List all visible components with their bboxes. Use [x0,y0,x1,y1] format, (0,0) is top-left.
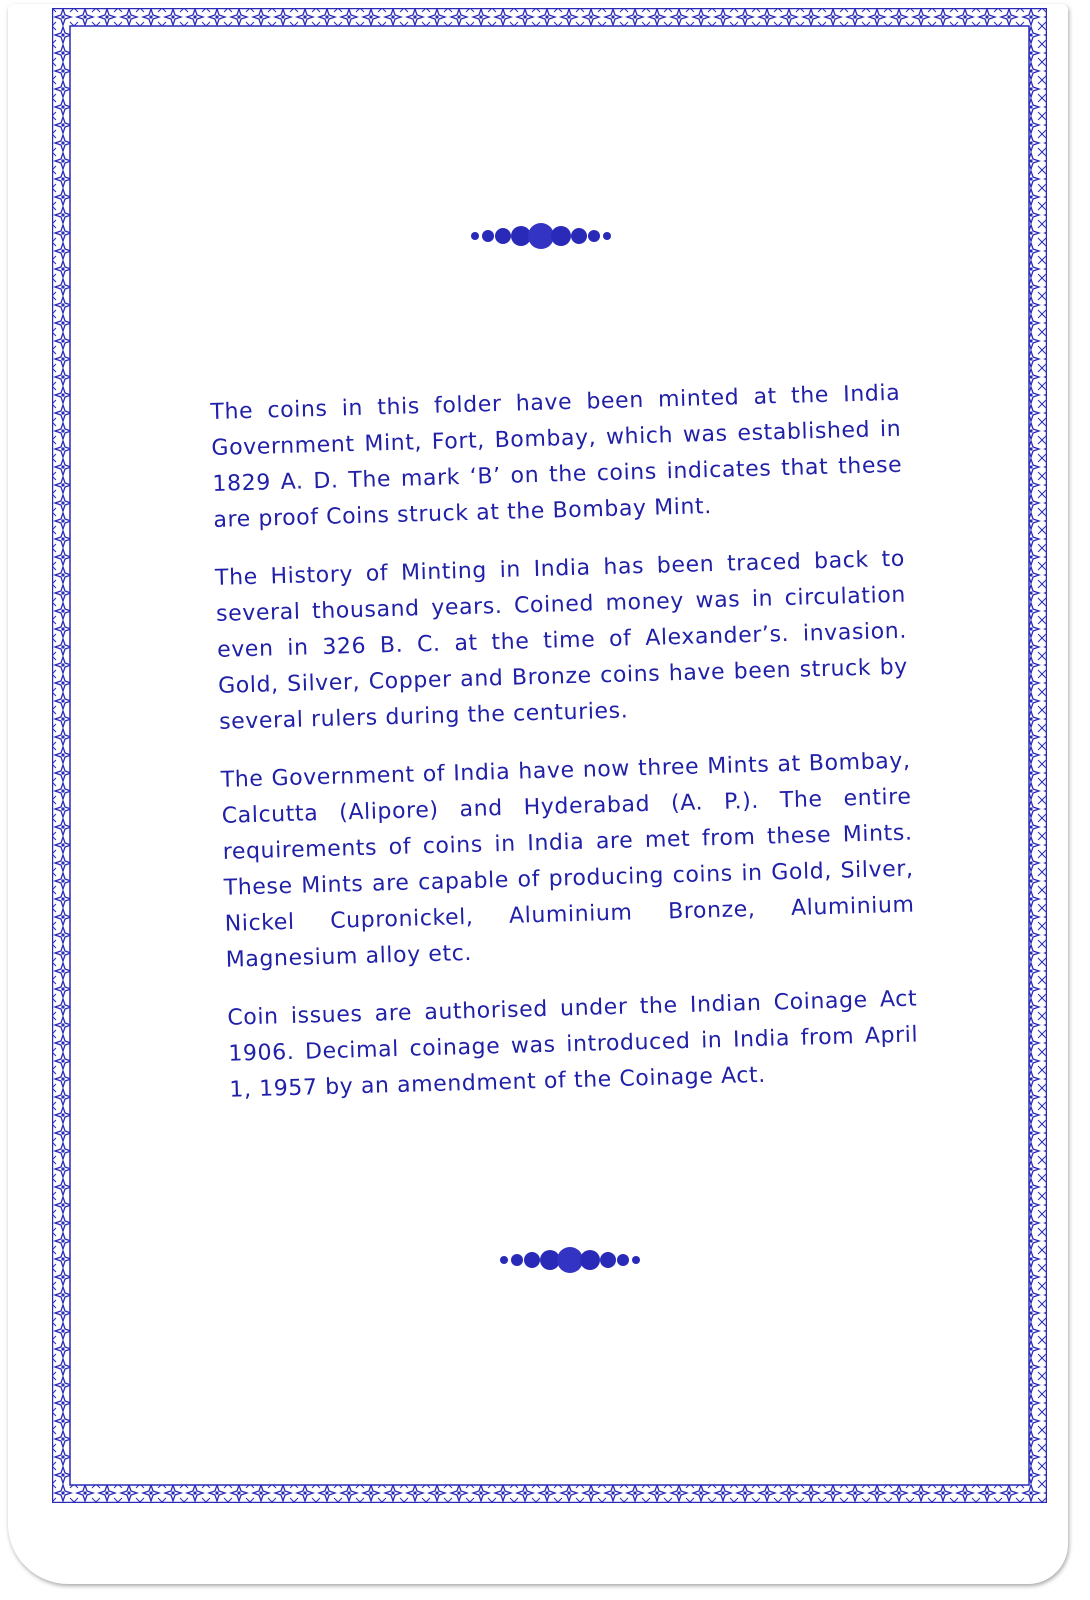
paragraph-minting-history: The History of Minting in India has been traced back to several thousand years. Coined money was in circulation even in 326 B. C. at the time of Alexander’s. invasion. Gold, Silver, Copper and Bronze coins have been struck by several rulers during the centuries. [214,546,909,735]
beaded-ornament-icon [497,1240,643,1280]
body-text [210,376,920,1131]
beaded-ornament-icon [468,216,614,256]
paragraph-government-mints: The Government of India have now three Mints at Bombay, Calcutta (Alipore) and Hyderabad (A. P.). The entire requirements of coins in India are met from these Mints. These Mints are capable of producing coins in Gold, Silver, Nickel Cupronickel, Aluminium Bronze, Aluminium Magnesium alloy etc. [220,748,915,973]
paragraph-coinage-act: Coin issues are authorised under the Indian Coinage Act 1906. Decimal coinage was introduced in India from April 1, 1957 by an amendment of the Coinage Act. [227,986,919,1103]
paragraph-mint-origin: The coins in this folder have been minted at the India Government Mint, Fort, Bombay, which was established in 1829 A. D. The mark ‘B’ on the coins indicates that these are proof Coins struck at the Bombay Mint. [210,380,903,533]
